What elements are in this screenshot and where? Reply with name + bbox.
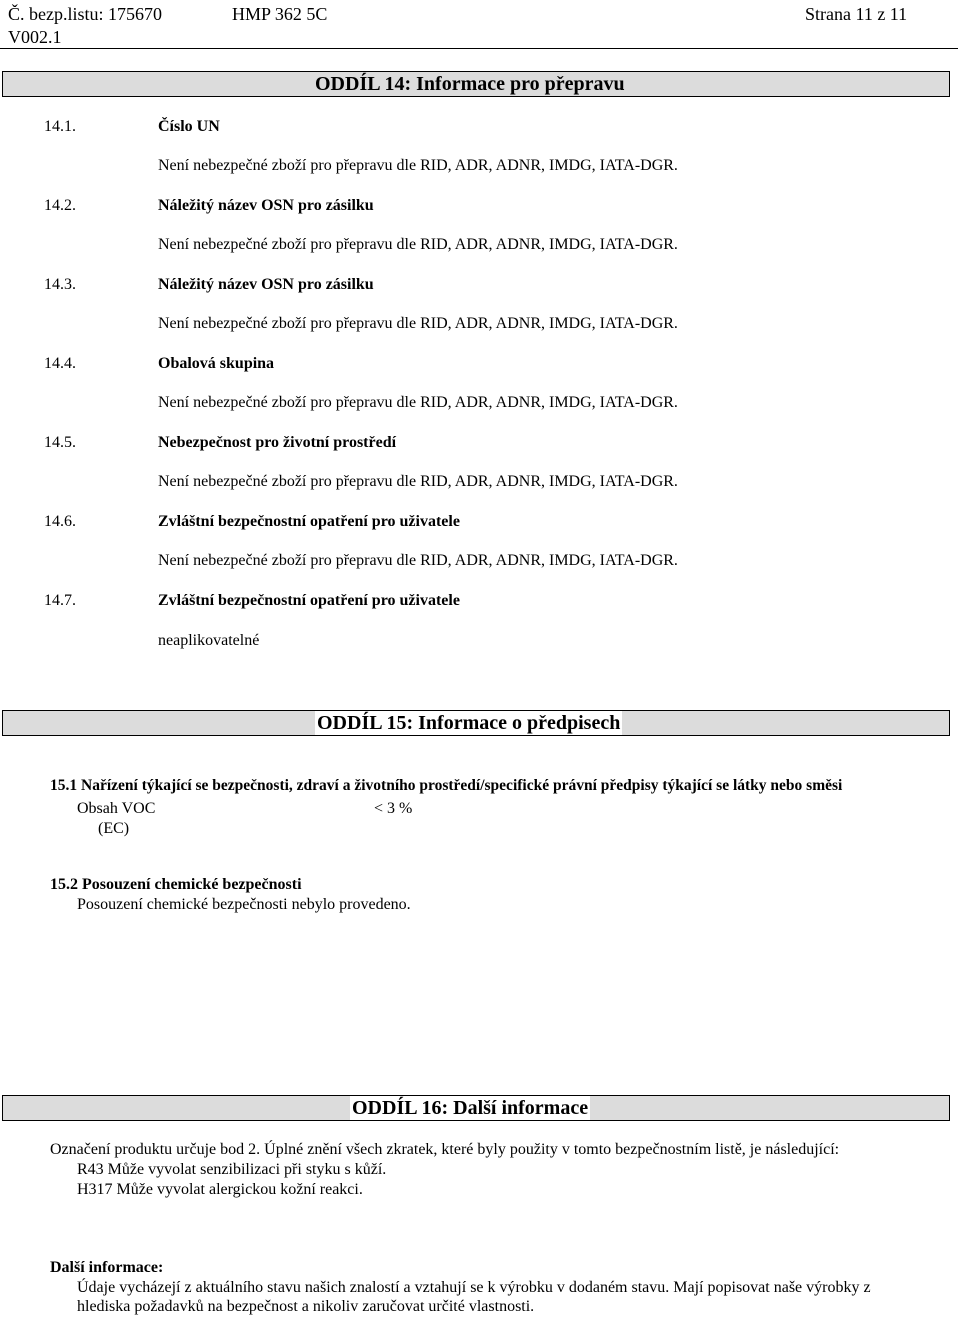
voc-label-ec: (EC)	[98, 820, 130, 837]
item-14-5-number: 14.5.	[44, 434, 76, 451]
phrase-r43: R43 Může vyvolat senzibilizaci při styku s kůží.	[77, 1161, 387, 1178]
section-14-title: ODDÍL 14: Informace pro přepravu	[315, 73, 625, 95]
section-15-title: ODDÍL 15: Informace o předpisech	[317, 712, 621, 734]
section-16-title: ODDÍL 16: Další informace	[352, 1097, 589, 1119]
item-14-6-title: Zvláštní bezpečnostní opatření pro uživatele	[158, 513, 460, 530]
item-14-5-title: Nebezpečnost pro životní prostředí	[158, 434, 397, 451]
item-14-7-number: 14.7.	[44, 592, 76, 609]
version: V002.1	[8, 27, 62, 47]
item-14-4-number: 14.4.	[44, 355, 76, 372]
item-14-6-number: 14.6.	[44, 513, 76, 530]
more-info-line-2: hlediska požadavků na bezpečnost a nikoliv zaručovat určité vlastnosti.	[77, 1298, 535, 1315]
item-14-4-text: Není nebezpečné zboží pro přepravu dle RID, ADR, ADNR, IMDG, IATA-DGR.	[158, 394, 678, 411]
voc-label: Obsah VOC	[77, 800, 156, 817]
item-14-1-number: 14.1.	[44, 118, 76, 135]
item-14-6-text: Není nebezpečné zboží pro přepravu dle RID, ADR, ADNR, IMDG, IATA-DGR.	[158, 552, 678, 569]
item-14-3-number: 14.3.	[44, 276, 76, 293]
voc-value: < 3 %	[374, 800, 413, 817]
section-14-header	[2, 71, 950, 97]
more-info-line-1: Údaje vycházejí z aktuálního stavu našich znalostí a vztahují se k výrobku v dodaném stavu. Mají popisovat naše výrobky z	[77, 1279, 871, 1296]
item-14-3-text: Není nebezpečné zboží pro přepravu dle RID, ADR, ADNR, IMDG, IATA-DGR.	[158, 315, 678, 332]
chemical-safety-text: Posouzení chemické bezpečnosti nebylo provedeno.	[77, 896, 411, 913]
more-info-label: Další informace:	[50, 1259, 164, 1276]
item-14-3-title: Náležitý název OSN pro zásilku	[158, 276, 374, 293]
sheet-number: Č. bezp.listu: 175670	[8, 4, 162, 24]
section-15-header	[2, 710, 950, 736]
item-14-2-title: Náležitý název OSN pro zásilku	[158, 197, 374, 214]
section-16-intro: Označení produktu určuje bod 2. Úplné znění všech zkratek, které byly použity v tomto bezpečnostním listě, je následující:	[50, 1141, 840, 1158]
item-14-7-title: Zvláštní bezpečnostní opatření pro uživatele	[158, 592, 460, 609]
item-14-2-number: 14.2.	[44, 197, 76, 214]
item-14-5-text: Není nebezpečné zboží pro přepravu dle RID, ADR, ADNR, IMDG, IATA-DGR.	[158, 473, 678, 490]
item-14-2-text: Není nebezpečné zboží pro přepravu dle RID, ADR, ADNR, IMDG, IATA-DGR.	[158, 236, 678, 253]
item-14-4-title: Obalová skupina	[158, 355, 275, 372]
item-14-7-text: neaplikovatelné	[158, 632, 260, 649]
regulation-heading: 15.1 Nařízení týkající se bezpečnosti, zdraví a životního prostředí/specifické právní předpisy týkající se látky nebo směsi	[50, 777, 843, 794]
product-name: HMP 362 5C	[232, 4, 328, 24]
phrase-h317: H317 Může vyvolat alergickou kožní reakci.	[77, 1181, 363, 1198]
section-16-header	[2, 1095, 950, 1121]
item-14-1-title: Číslo UN	[158, 118, 220, 135]
header-divider	[0, 48, 958, 49]
chemical-safety-heading: 15.2 Posouzení chemické bezpečnosti	[50, 876, 302, 893]
item-14-1-text: Není nebezpečné zboží pro přepravu dle RID, ADR, ADNR, IMDG, IATA-DGR.	[158, 157, 678, 174]
page-number: Strana 11 z 11	[805, 4, 908, 24]
